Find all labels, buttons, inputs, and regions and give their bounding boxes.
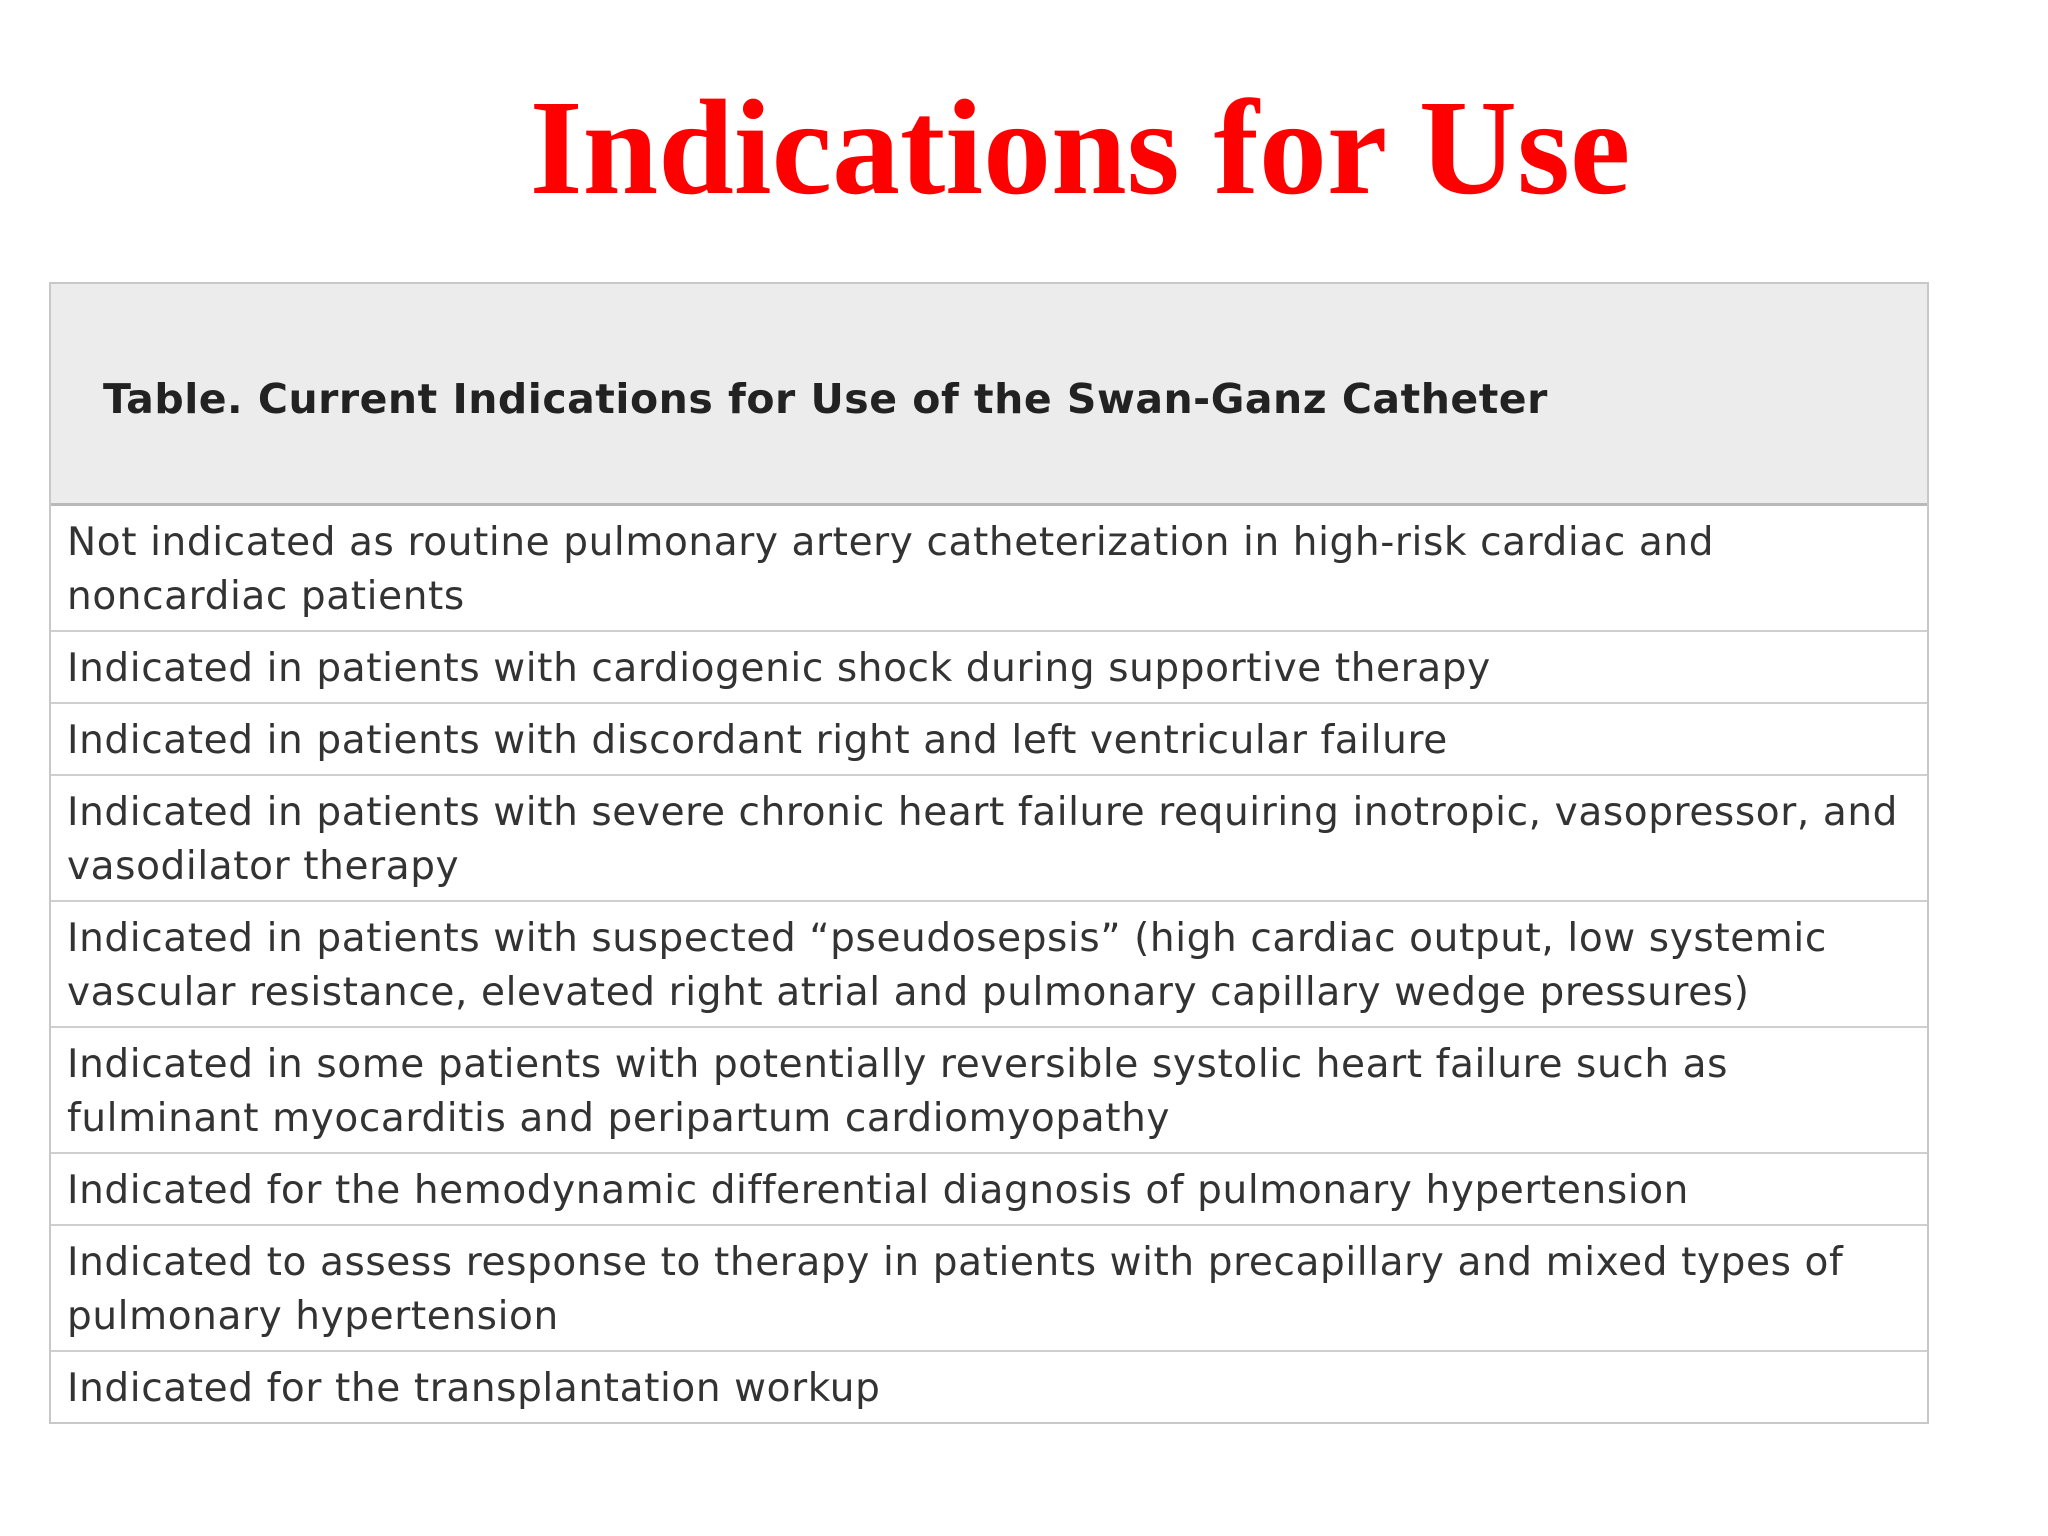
table-row: Indicated to assess response to therapy in patients with precapillary and mixed types of pulmonary hypertension — [51, 1226, 1927, 1352]
table-row: Indicated in patients with severe chronic heart failure requiring inotropic, vasopressor, and vasodilator therapy — [51, 776, 1927, 902]
indications-table — [49, 282, 1929, 1424]
table-caption: Table. Current Indications for Use of the Swan-Ganz Catheter — [103, 374, 1548, 423]
table-row: Indicated in some patients with potentially reversible systolic heart failure such as fulminant myocarditis and peripartum cardiomyopathy — [51, 1028, 1927, 1154]
table-row: Indicated in patients with cardiogenic shock during supportive therapy — [51, 632, 1927, 704]
table-header — [51, 284, 1927, 506]
table-row: Not indicated as routine pulmonary artery catheterization in high-risk cardiac and noncardiac patients — [51, 506, 1927, 632]
table-row: Indicated for the hemodynamic differential diagnosis of pulmonary hypertension — [51, 1154, 1927, 1226]
table-row: Indicated for the transplantation workup — [67, 1366, 881, 1411]
table-body — [51, 506, 1927, 1422]
slide-title: Indications for Use — [529, 73, 1631, 223]
table-row: Indicated in patients with discordant right and left ventricular failure — [51, 704, 1927, 776]
table-row: Indicated in patients with suspected “pseudosepsis” (high cardiac output, low systemic vascular resistance, elevated right atrial and pulmonary capillary wedge pressures) — [51, 902, 1927, 1028]
